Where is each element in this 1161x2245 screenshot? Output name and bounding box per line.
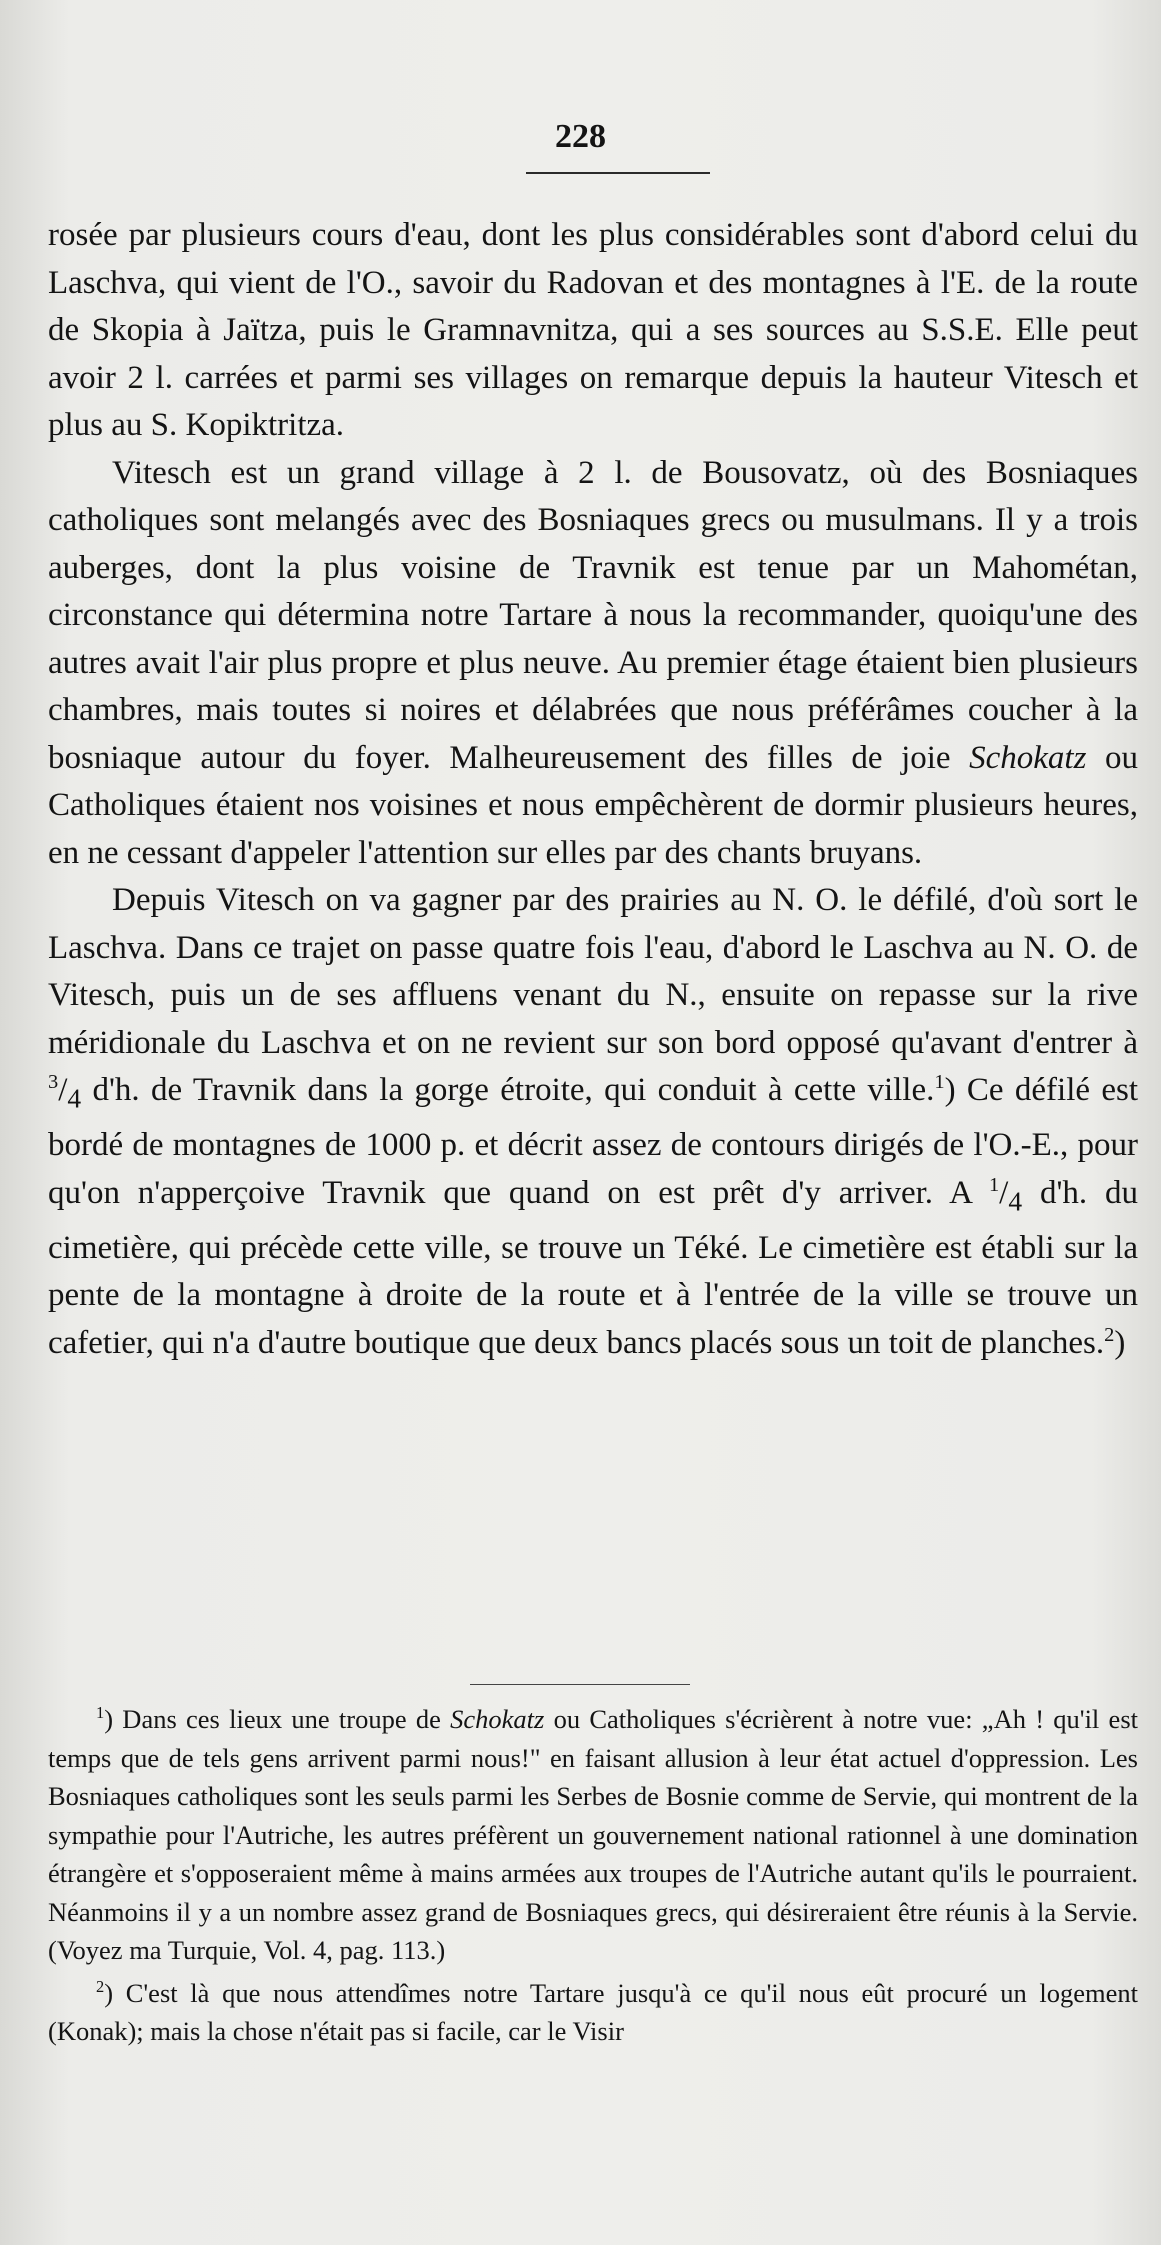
italic-term: Schokatz bbox=[969, 739, 1087, 776]
fraction-numerator: 1 bbox=[988, 1173, 1000, 1196]
footnote-2: $^2$) C'est là que nous attendîmes notre Tartare jusqu'à ce qu'il nous eût procuré un logement (Konak); mais la chose n'était pas si facile, car le Visir bbox=[48, 1976, 1138, 2046]
footnote-mark-1: 1 bbox=[96, 1703, 105, 1723]
footnote-rule bbox=[470, 1684, 690, 1685]
page-number: 228 bbox=[555, 118, 606, 155]
italic-term: Schokatz bbox=[450, 1704, 545, 1734]
footnote-ref-2[interactable]: 2 bbox=[1104, 1323, 1115, 1346]
paragraph-2: Vitesch est un grand village à 2 l. de Bousovatz, où des Bosniaques catholiques sont melangés avec des Bosniaques grecs ou musulmans. Il y a trois auberges, dont la plus voisine de Travnik est tenue par un Mahométan, circonstance qui détermina notre Tartare à nous la recommander, quoiqu'une des autres avait l'air plus propre et plus neuve. Au premier étage étaient bien plusieurs chambres, mais toutes si noires et délabrées que nous préférâmes coucher à la bosniaque autour du foyer. Malheureusement des filles de joie Schokatz ou Catholiques étaient nos voisines et nous empêchèrent de dormir plusieurs heures, en ne cessant d'appeler l'attention sur elles par des chants bruyans. bbox=[48, 454, 1139, 871]
footnote-ref-1[interactable]: 1 bbox=[934, 1071, 945, 1093]
fraction-denominator: 4 bbox=[67, 1082, 82, 1114]
fraction-numerator: 3 bbox=[48, 1071, 59, 1093]
header-rule bbox=[526, 172, 710, 174]
footnote-1: $^1$) Dans ces lieux une troupe de Schokatz ou Catholiques s'écrièrent à notre vue: „Ah ! qu'il est temps que de tels gens arrivent parmi nous!" en faisant allusion à leur état actuel d'oppression. Les Bosniaques catholiques sont les seuls parmi les Serbes de Bosnie comme de Servie, qui montrent de la sympathie pour l'Autriche, les autres préfèrent un gouvernement national rationnel à une domination étrangère et s'opposeraient même à mains armées aux troupes de l'Autriche autant qu'ils le pourraient. Néanmoins il y a un nombre assez grand de Bosniaques grecs, qui désireraient être réunis à la Servie. (Voyez ma Turquie, Vol. 4, pag. 113.) bbox=[48, 1703, 1138, 1965]
footnotes bbox=[48, 1700, 1138, 2055]
footnote-mark-2: 2 bbox=[96, 1976, 105, 1996]
fraction-denominator: 4 bbox=[1008, 1185, 1023, 1217]
paragraph-1: rosée par plusieurs cours d'eau, dont les plus considérables sont d'abord celui du Laschva, qui vient de l'O., savoir du Radovan et des montagnes à l'E. de la route de Skopia à Jaïtza, puis le Gramnavnitza, qui a ses sources au S.S.E. Elle peut avoir 2 l. carrées et parmi ses villages on remarque depuis la hauteur Vitesch et plus au S. Kopiktritza. bbox=[48, 217, 1138, 443]
paragraph-3: Depuis Vitesch on va gagner par des prairies au N. O. le défilé, d'où sort le Laschva. Dans ce trajet on passe quatre fois l'eau, d'abord le Laschva au N. O. de Vitesch, puis un de ses affluens venant du N., ensuite on repasse sur la rive méridionale du Laschva et on ne revient sur son bord opposé qu'avant d'entrer à $^3/_4$ d'h. de Travnik dans la gorge étroite, qui conduit à cette ville.$^1$) Ce défilé est bordé de montagnes de 1000 p. et décrit assez de contours dirigés de l'O.-E., pour qu'on n'apperçoive Travnik que quand on est prêt d'y arriver. A $^1/_4$ d'h. du cimetière, qui précède cette ville, se trouve un Téké. Le cimetière est établi sur la pente de la montagne à droite de la route et à l'entrée de la ville se trouve un cafetier, qui n'a d'autre boutique que deux bancs placés sous un toit de planches.$^2$) bbox=[48, 882, 1138, 1361]
main-text bbox=[48, 212, 1138, 1367]
